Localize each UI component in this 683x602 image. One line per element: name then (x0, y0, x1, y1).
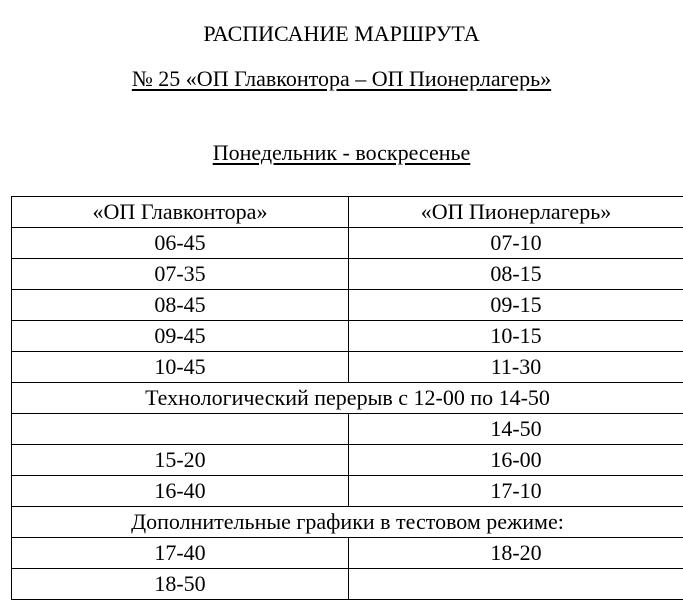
departure-glavkontora: 08-45 (12, 290, 349, 321)
table-row (12, 476, 683, 507)
departure-pionerlager: 11-30 (349, 352, 683, 383)
table-row (12, 259, 683, 290)
departure-glavkontora (12, 414, 349, 445)
break-row (12, 383, 683, 414)
table-row (12, 352, 683, 383)
route-name: № 25 «ОП Главконтора – ОП Пионерлагерь» (131, 66, 552, 91)
header-glavkontora: «ОП Главконтора» (12, 197, 349, 228)
schedule-days: Понедельник - воскресенье (212, 140, 471, 165)
departure-pionerlager: 17-10 (349, 476, 683, 507)
departure-pionerlager (349, 569, 683, 600)
table-row (12, 445, 683, 476)
departure-glavkontora: 16-40 (12, 476, 349, 507)
departure-glavkontora: 15-20 (12, 445, 349, 476)
departure-glavkontora: 06-45 (12, 228, 349, 259)
departure-pionerlager: 08-15 (349, 259, 683, 290)
document-title: РАСПИСАНИЕ МАРШРУТА (203, 21, 480, 46)
test-schedule-note: Дополнительные графики в тестовом режиме: (12, 507, 683, 538)
table-row (12, 321, 683, 352)
table-header-row (12, 197, 683, 228)
table-row (12, 414, 683, 445)
departure-glavkontora: 18-50 (12, 569, 349, 600)
departure-glavkontora: 07-35 (12, 259, 349, 290)
departure-pionerlager: 18-20 (349, 538, 683, 569)
table-row (12, 228, 683, 259)
test-note-row (12, 507, 683, 538)
departure-pionerlager: 10-15 (349, 321, 683, 352)
departure-glavkontora: 09-45 (12, 321, 349, 352)
break-note: Технологический перерыв с 12-00 по 14-50 (12, 383, 683, 414)
schedule-table (11, 196, 683, 600)
table-row (12, 569, 683, 600)
departure-glavkontora: 10-45 (12, 352, 349, 383)
table-row (12, 290, 683, 321)
departure-pionerlager: 07-10 (349, 228, 683, 259)
departure-pionerlager: 09-15 (349, 290, 683, 321)
departure-glavkontora: 17-40 (12, 538, 349, 569)
departure-pionerlager: 16-00 (349, 445, 683, 476)
table-row (12, 538, 683, 569)
departure-pionerlager: 14-50 (349, 414, 683, 445)
header-pionerlager: «ОП Пионерлагерь» (349, 197, 683, 228)
